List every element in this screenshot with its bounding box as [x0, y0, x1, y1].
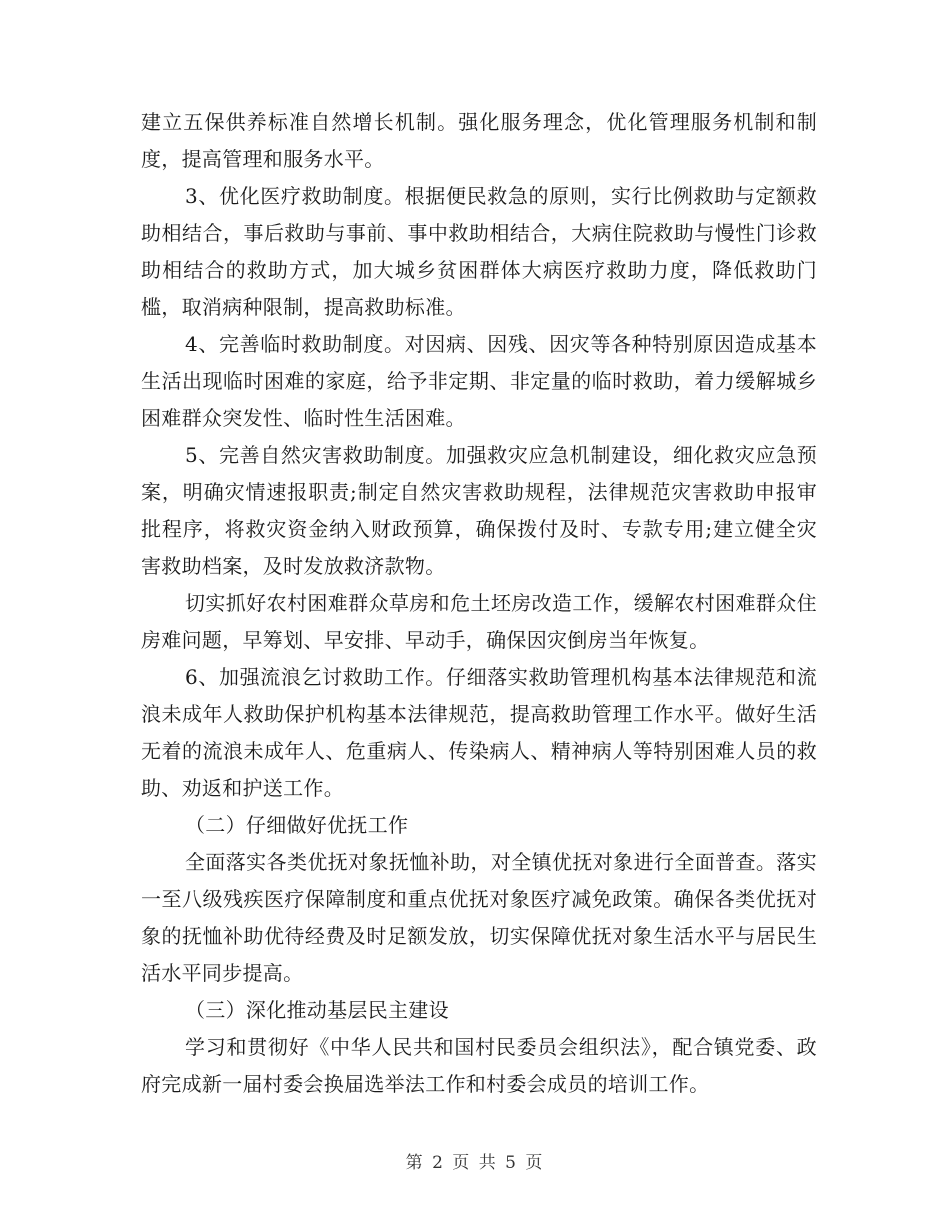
paragraph-8: 学习和贯彻好《中华人民共和国村民委员会组织法》，配合镇党委、政府完成新一届村委会换届选举法工作和村委会成员的培训工作。: [141, 1035, 817, 1096]
paragraph-6: 6、加强流浪乞讨救助工作。仔细落实救助管理机构基本法律规范和流浪未成年人救助保护机构基本法律规范，提高救助管理工作水平。做好生活无着的流浪未成年人、危重病人、传染病人、精神病人等特别困难人员的救助、劝返和护送工作。: [141, 665, 817, 800]
paragraph-3: 4、完善临时救助制度。对因病、因残、因灾等各种特别原因造成基本生活出现临时困难的家庭，给予非定期、非定量的临时救助，着力缓解城乡困难群众突发性、临时性生活困难。: [141, 332, 817, 430]
page-footer: 第 2 页 共 5 页: [405, 1153, 545, 1173]
paragraph-5: 切实抓好农村困难群众草房和危土坯房改造工作，缓解农村困难群众住房难问题，早筹划、早安排、早动手，确保因灾倒房当年恢复。: [141, 591, 817, 652]
paragraph-1: 建立五保供养标准自然增长机制。强化服务理念，优化管理服务机制和制度，提高管理和服务水平。: [141, 110, 817, 171]
section-heading-2: （二）仔细做好优抚工作: [185, 813, 409, 837]
paragraph-7: 全面落实各类优抚对象抚恤补助，对全镇优抚对象进行全面普查。落实一至八级残疾医疗保障制度和重点优抚对象医疗减免政策。确保各类优抚对象的抚恤补助优待经费及时足额发放，切实保障优抚对象生活水平与居民生活水平同步提高。: [141, 850, 817, 985]
paragraph-4: 5、完善自然灾害救助制度。加强救灾应急机制建设，细化救灾应急预案，明确灾情速报职责;制定自然灾害救助规程，法律规范灾害救助申报审批程序，将救灾资金纳入财政预算，确保拨付及时、专款专用;建立健全灾害救助档案，及时发放救济款物。: [141, 443, 817, 578]
section-heading-3: （三）深化推动基层民主建设: [185, 998, 449, 1022]
paragraph-2: 3、优化医疗救助制度。根据便民救急的原则，实行比例救助与定额救助相结合，事后救助与事前、事中救助相结合，大病住院救助与慢性门诊救助相结合的救助方式，加大城乡贫困群体大病医疗救助力度，降低救助门槛，取消病种限制，提高救助标准。: [141, 184, 817, 319]
document-body: [141, 104, 817, 1103]
